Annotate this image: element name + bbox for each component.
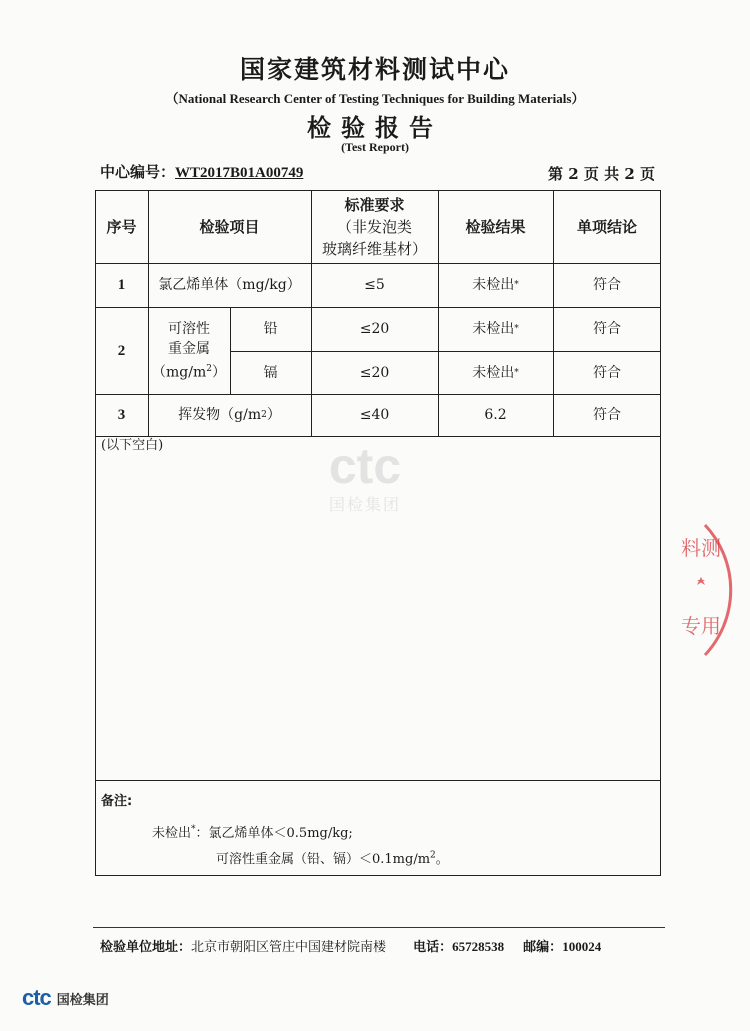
remarks-line1 <box>152 822 353 841</box>
row2-item-unit: （mg/m <box>152 364 207 381</box>
zip-value: 100024 <box>562 939 602 954</box>
row3-item-text: 挥发物（g/m <box>178 407 262 423</box>
seal-text-bottom: 专用 <box>681 614 721 638</box>
header-requirement <box>311 190 438 263</box>
footer-divider <box>93 927 665 928</box>
remarks-line2-text: 可溶性重金属（铅、镉）＜0.1mg/m <box>216 852 431 867</box>
row3-item <box>148 394 311 436</box>
row2-item-line3 <box>152 359 226 383</box>
row2a-result-mark: * <box>514 324 519 334</box>
row2b-result-text: 未检出 <box>472 364 515 381</box>
watermark-logo-mark: ctc <box>328 438 402 494</box>
document-title-en: （National Research Center of Testing Techniques for Building Materials） <box>165 91 585 106</box>
row2-item-line2: 重金属 <box>168 340 210 357</box>
row2a-subitem: 铅 <box>263 321 278 337</box>
company-logo <box>22 985 109 1011</box>
remarks-line2-end: 。 <box>435 852 449 867</box>
remarks-line2 <box>216 848 449 867</box>
row2-item-close: ） <box>211 364 226 381</box>
row1-result-text: 未检出 <box>472 277 515 293</box>
remarks-line1-rest: ：氯乙烯单体＜0.5mg/kg; <box>195 826 353 841</box>
row2a-conclusion: 符合 <box>593 321 621 337</box>
center-number-value: WT2017B01A00749 <box>175 165 304 181</box>
seal-star-icon <box>697 577 705 585</box>
row1-result <box>438 263 553 307</box>
row3-item-close: ） <box>266 407 281 423</box>
logo-mark: ctc <box>22 985 51 1010</box>
header-req-line2: （非发泡类 <box>336 217 412 236</box>
zip-label: 邮编： <box>523 940 563 955</box>
row1-seq: 1 <box>117 277 126 293</box>
logo-text: 国检集团 <box>56 992 109 1008</box>
report-title: 检验报告 <box>307 113 443 142</box>
row2a-requirement: ≤20 <box>359 321 390 337</box>
row3-result: 6.2 <box>484 407 507 423</box>
watermark-text: 国检集团 <box>328 495 401 514</box>
header-result: 检验结果 <box>465 217 526 236</box>
footer-address <box>100 936 601 955</box>
header-req-line3: 玻璃纤维基材） <box>321 239 427 258</box>
row2-item-line1: 可溶性 <box>168 320 210 337</box>
remarks-line1-mark: * <box>191 824 196 835</box>
row2a-result-text: 未检出 <box>472 321 515 337</box>
blank-note: (以下空白) <box>101 438 164 453</box>
remarks-label: 备注: <box>101 794 133 809</box>
row3-item-sup: 2 <box>261 410 267 420</box>
document-title: 国家建筑材料测试中心 <box>239 55 510 84</box>
phone-value: 65728538 <box>452 939 505 954</box>
report-title-en: (Test Report) <box>341 140 409 154</box>
row3-conclusion: 符合 <box>593 407 621 423</box>
address-label: 检验单位地址： <box>100 940 192 955</box>
row2b-conclusion: 符合 <box>593 364 621 381</box>
row1-item: 氯乙烯单体（mg/kg） <box>158 277 301 293</box>
phone-label: 电话： <box>413 940 453 955</box>
row2b-result-mark: * <box>514 367 519 378</box>
row2b-requirement: ≤20 <box>359 364 390 381</box>
header-seq: 序号 <box>106 217 137 236</box>
remarks-line1-prefix: 未检出 <box>152 826 192 841</box>
center-number-label: 中心编号： <box>100 163 176 181</box>
page-info: 第 2 页 共 2 页 <box>548 165 655 183</box>
header-req-line1: 标准要求 <box>344 195 405 214</box>
header-conclusion: 单项结论 <box>576 217 637 236</box>
center-number <box>100 161 303 182</box>
row1-conclusion: 符合 <box>593 277 621 293</box>
row1-requirement: ≤5 <box>364 277 385 293</box>
row2-item <box>148 307 230 394</box>
header-item: 检验项目 <box>199 217 260 236</box>
remarks-line2-sup: 2 <box>430 850 436 861</box>
row3-seq: 3 <box>117 407 126 423</box>
row2b-result <box>438 351 553 394</box>
row2-seq: 2 <box>117 342 126 359</box>
row2a-result <box>438 307 553 351</box>
seal-stamp <box>675 515 750 665</box>
row2-item-sup: 2 <box>206 363 212 374</box>
row1-result-mark: * <box>514 280 519 290</box>
row2b-subitem: 镉 <box>263 364 278 381</box>
row3-requirement: ≤40 <box>359 407 390 423</box>
address-value: 北京市朝阳区管庄中国建材院南楼 <box>191 940 387 955</box>
seal-text-top: 料测 <box>681 536 721 560</box>
